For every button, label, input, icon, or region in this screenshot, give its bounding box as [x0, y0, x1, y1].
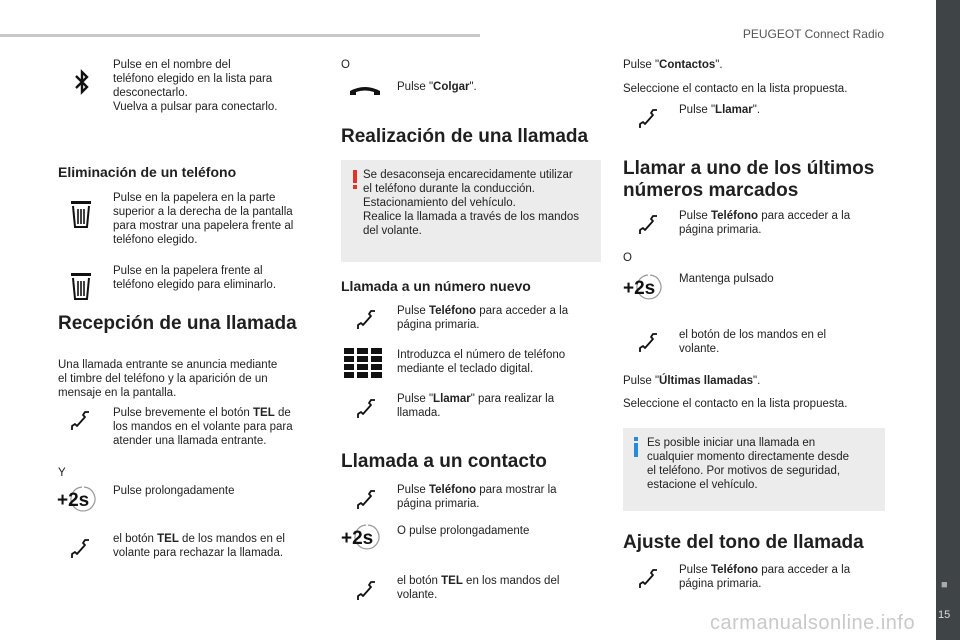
svg-text:+2s: +2s: [57, 490, 90, 511]
select-contact-2: Seleccione el contacto en la lista propuesta.: [623, 398, 848, 410]
reception-heading: Recepción de una llamada: [58, 313, 297, 334]
delete-phone-heading: Eliminación de un teléfono: [58, 164, 237, 180]
delete-step-1: Pulse en la papelera en la parte superior a la derecha de la pantalla para mostrar una papelera frente al teléfono elegido.: [113, 192, 294, 246]
contact-step-3: el botón TEL en los mandos del volante.: [397, 575, 560, 601]
phone-handset-icon: [636, 566, 662, 592]
phone-handset-icon: [636, 330, 662, 356]
phone-handset-icon: [354, 396, 380, 422]
warning-exclamation-icon: [351, 170, 359, 190]
new-number-heading: Llamada a un número nuevo: [341, 278, 531, 294]
side-strip: [936, 0, 960, 640]
last-numbers-heading: Llamar a uno de los últimos números marcados: [623, 158, 875, 201]
long-press-2s-icon: [340, 522, 386, 552]
wheel-button-text: el botón de los mandos en el volante.: [679, 329, 827, 355]
bluetooth-icon: [74, 68, 90, 96]
info-box: [623, 428, 885, 511]
phone-handset-icon: [68, 536, 94, 562]
contact-step-1: Pulse Teléfono para mostrar la página primaria.: [397, 484, 557, 510]
contact-call-heading: Llamada a un contacto: [341, 451, 547, 472]
answer-call-text: Pulse brevemente el botón TEL de los mandos en el volante para para atender una llamada entrante.: [113, 407, 293, 447]
ringtone-step: Pulse Teléfono para acceder a la página primaria.: [679, 564, 851, 590]
long-press-2s-icon: [622, 272, 668, 302]
making-call-heading: Realización de una llamada: [341, 126, 589, 147]
watermark: carmanualsonline.info: [710, 612, 916, 634]
long-press-text: Pulse prolongadamente: [113, 485, 235, 497]
contact-step-2: O pulse prolongadamente: [397, 525, 530, 537]
warning-text: Se desaconseja encarecidamente utilizar el teléfono durante la conducción. Estacionamiento del vehículo. Realice la llamada a través de los mandos del volante.: [363, 169, 580, 237]
phone-handset-icon: [354, 487, 380, 513]
reception-intro: Una llamada entrante se anuncia mediante el timbre del teléfono y la aparición de un mensaje en la pantalla.: [58, 359, 278, 399]
phone-handset-icon: [636, 212, 662, 238]
trash-icon: [70, 200, 92, 228]
delete-step-2: Pulse en la papelera frente al teléfono elegido para eliminarlo.: [113, 265, 277, 291]
new-number-step-3: Pulse "Llamar" para realizar la llamada.: [397, 393, 555, 419]
phone-handset-icon: [68, 408, 94, 434]
page-number: 15: [938, 609, 951, 621]
long-press-2s-icon: [56, 484, 102, 514]
bluetooth-instructions: Pulse en el nombre del teléfono elegido en la lista para desconectarlo. Vuelva a pulsar para conectarlo.: [113, 59, 278, 113]
new-number-step-2: Introduzca el número de teléfono mediante el teclado digital.: [397, 349, 566, 375]
info-icon: [632, 437, 640, 457]
page-header-title: PEUGEOT Connect Radio: [742, 27, 884, 41]
last-calls-step: Pulse "Últimas llamadas".: [623, 375, 761, 387]
svg-text:+2s: +2s: [623, 278, 656, 299]
phone-handset-icon: [354, 578, 380, 604]
o-connector: O: [341, 59, 350, 71]
hold-text: Mantenga pulsado: [679, 273, 774, 285]
new-number-step-1: Pulse Teléfono para acceder a la página primaria.: [397, 305, 569, 331]
keypad-icon: [344, 348, 382, 378]
y-connector: Y: [58, 467, 66, 479]
phone-handset-icon: [636, 106, 662, 132]
page-dot: ■: [941, 579, 948, 591]
hang-up-icon: [348, 84, 382, 98]
top-rule: [0, 34, 480, 37]
reject-call-text: el botón TEL de los mandos en el volante para rechazar la llamada.: [113, 533, 285, 559]
svg-text:+2s: +2s: [341, 528, 374, 549]
warning-box: [341, 160, 601, 262]
select-contact-1: Seleccione el contacto en la lista propuesta.: [623, 83, 848, 95]
trash-icon: [70, 272, 92, 300]
call-step: Pulse "Llamar".: [679, 104, 761, 116]
o-connector-2: O: [623, 252, 632, 264]
hang-up-text: Pulse "Colgar".: [397, 81, 477, 93]
ringtone-heading: Ajuste del tono de llamada: [623, 532, 864, 553]
contacts-step: Pulse "Contactos".: [623, 59, 723, 71]
info-text: Es posible iniciar una llamada en cualquier momento directamente desde el teléfono. Por motivos de seguridad, estacione el vehículo.: [647, 437, 850, 491]
last-step-1: Pulse Teléfono para acceder a la página primaria.: [679, 210, 851, 236]
phone-handset-icon: [354, 307, 380, 333]
